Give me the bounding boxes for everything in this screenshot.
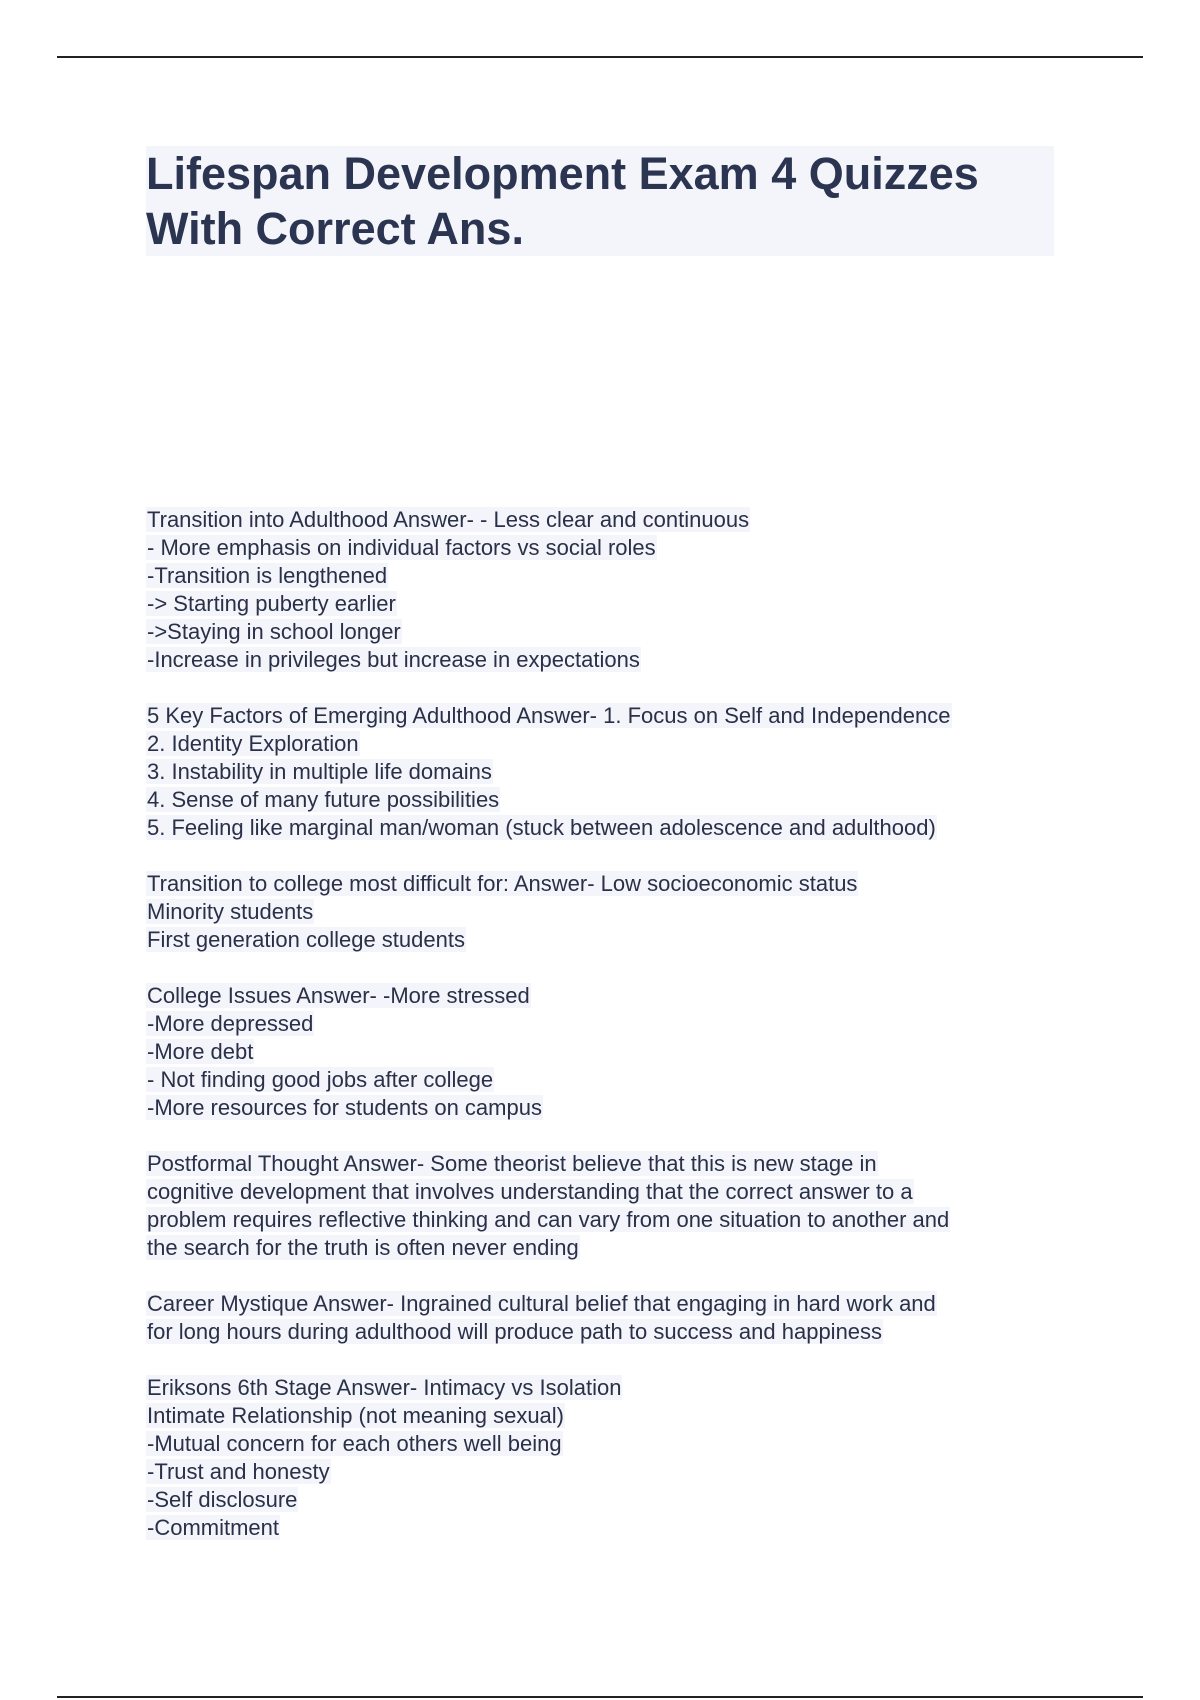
entry-line: problem requires reflective thinking and can vary from one situation to another and bbox=[147, 1207, 950, 1232]
entry-line: cognitive development that involves understanding that the correct answer to a bbox=[147, 1179, 913, 1204]
entry-line: Eriksons 6th Stage Answer- Intimacy vs Isolation bbox=[147, 1375, 622, 1400]
entry-line: Transition into Adulthood Answer- - Less clear and continuous bbox=[147, 507, 750, 532]
qa-entry-postformal-thought bbox=[146, 1150, 1076, 1262]
entry-line: 2. Identity Exploration bbox=[147, 731, 359, 756]
entry-line: College Issues Answer- -More stressed bbox=[147, 983, 530, 1008]
entry-line: -Increase in privileges but increase in expectations bbox=[147, 647, 640, 672]
entry-line: the search for the truth is often never ending bbox=[147, 1235, 579, 1260]
entry-line: - More emphasis on individual factors vs social roles bbox=[147, 535, 656, 560]
entry-line: for long hours during adulthood will produce path to success and happiness bbox=[147, 1319, 883, 1344]
qa-entry-career-mystique bbox=[146, 1290, 1076, 1346]
entry-line: -> Starting puberty earlier bbox=[147, 591, 396, 616]
entry-line: 4. Sense of many future possibilities bbox=[147, 787, 500, 812]
qa-entry-transition-to-college bbox=[146, 870, 1076, 954]
qa-list bbox=[146, 506, 1076, 1570]
qa-entry-eriksons-6th-stage bbox=[146, 1374, 1076, 1542]
title-line-2: With Correct Ans. bbox=[146, 203, 524, 254]
entry-line: - Not finding good jobs after college bbox=[147, 1067, 494, 1092]
entry-line: -More resources for students on campus bbox=[147, 1095, 542, 1120]
entry-line: -Self disclosure bbox=[147, 1487, 298, 1512]
entry-line: -Mutual concern for each others well being bbox=[147, 1431, 562, 1456]
entry-line: 5 Key Factors of Emerging Adulthood Answer- 1. Focus on Self and Independence bbox=[147, 703, 951, 728]
qa-entry-transition-into-adulthood bbox=[146, 506, 1076, 674]
top-rule bbox=[57, 56, 1143, 58]
entry-line: Intimate Relationship (not meaning sexual) bbox=[147, 1403, 565, 1428]
entry-line: Transition to college most difficult for: Answer- Low socioeconomic status bbox=[147, 871, 858, 896]
entry-line: 3. Instability in multiple life domains bbox=[147, 759, 492, 784]
entry-line: ->Staying in school longer bbox=[147, 619, 401, 644]
entry-line: 5. Feeling like marginal man/woman (stuck between adolescence and adulthood) bbox=[147, 815, 936, 840]
entry-line: Minority students bbox=[147, 899, 314, 924]
qa-entry-college-issues bbox=[146, 982, 1076, 1122]
title-line-1: Lifespan Development Exam 4 Quizzes bbox=[146, 148, 979, 199]
entry-line: -Trust and honesty bbox=[147, 1459, 330, 1484]
entry-line: First generation college students bbox=[147, 927, 465, 952]
entry-line: -More debt bbox=[147, 1039, 254, 1064]
entry-line: Career Mystique Answer- Ingrained cultural belief that engaging in hard work and bbox=[147, 1291, 936, 1316]
document-title bbox=[146, 146, 1054, 256]
entry-line: -More depressed bbox=[147, 1011, 314, 1036]
bottom-rule bbox=[57, 1696, 1143, 1698]
entry-line: -Transition is lengthened bbox=[147, 563, 388, 588]
entry-line: Postformal Thought Answer- Some theorist believe that this is new stage in bbox=[147, 1151, 877, 1176]
entry-line: -Commitment bbox=[147, 1515, 280, 1540]
qa-entry-emerging-adulthood-factors bbox=[146, 702, 1076, 842]
